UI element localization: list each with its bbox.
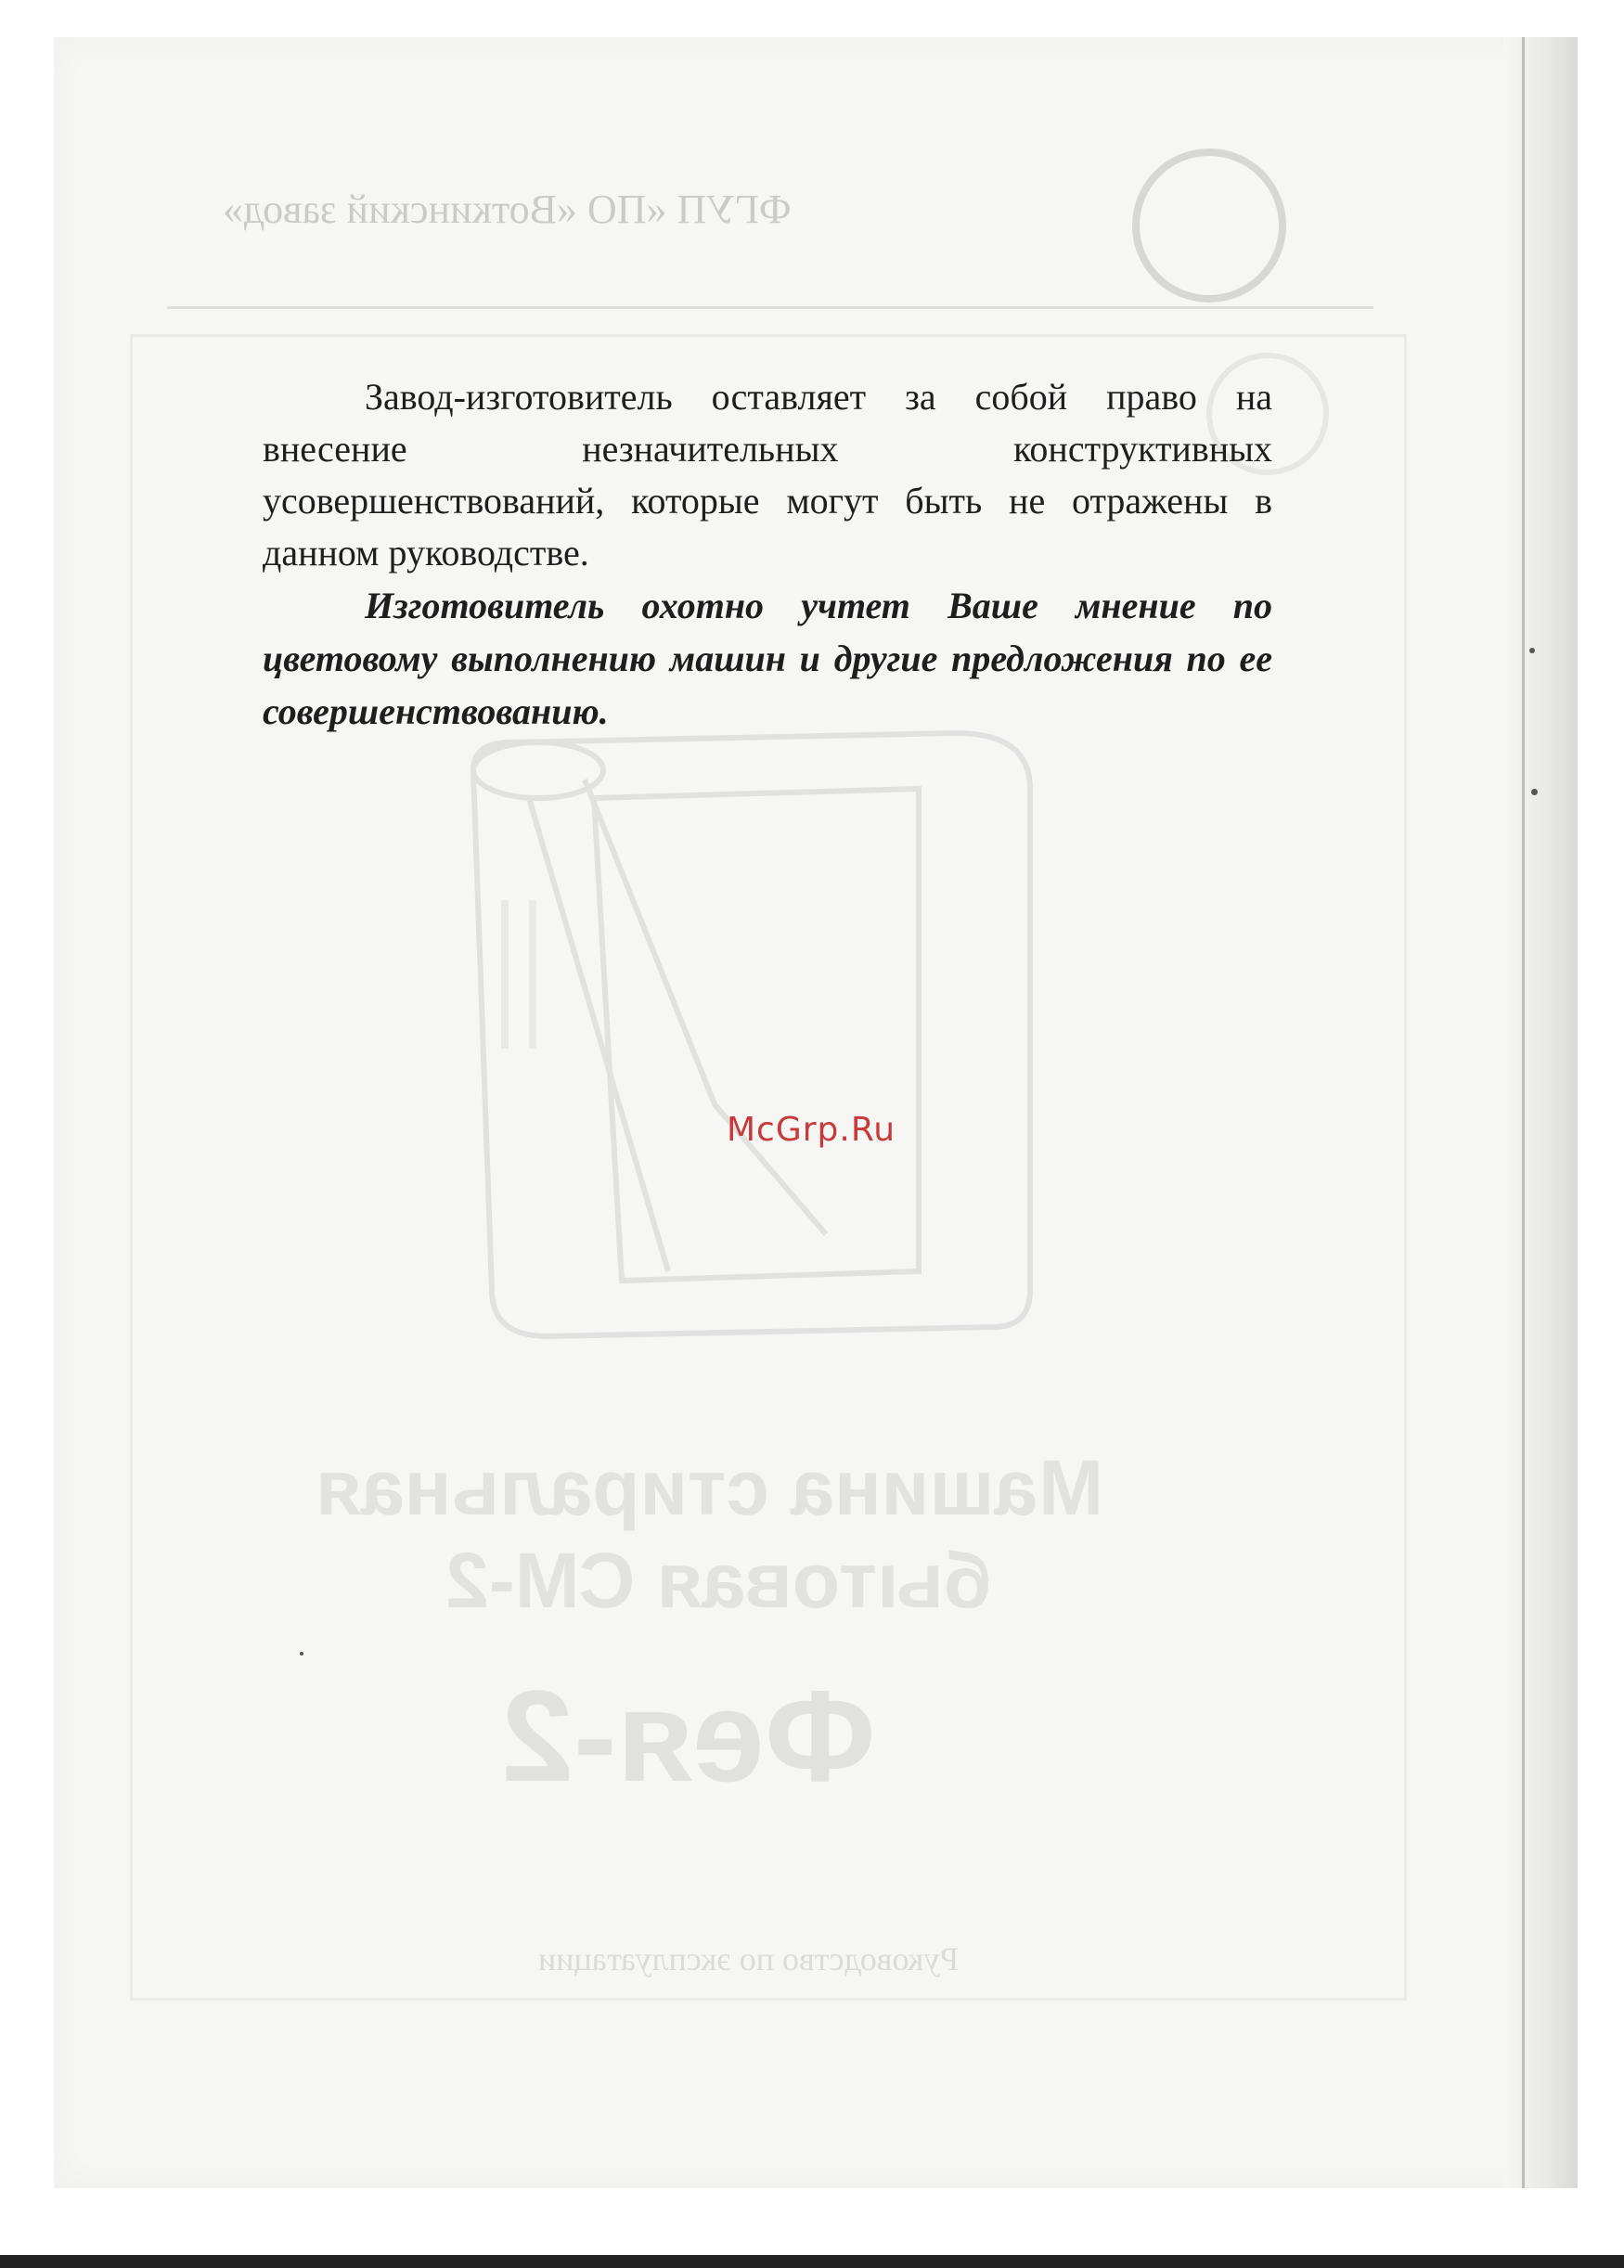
watermark-label: McGrp.Ru [727,1111,896,1149]
bleed-through-emblem-icon [1132,148,1286,303]
scan-speck [1531,789,1538,795]
page-body [263,371,1272,738]
scan-speck [300,1652,303,1656]
feedback-invitation-paragraph: Изготовитель охотно учтет Ваше мнение по цветовому выполнению машин и другие предложения по ее совершенствованию. [263,585,1272,732]
bleed-through-rule [167,306,1373,309]
scan-speck [1529,648,1535,653]
scan-bottom-strip [0,2255,1624,2268]
bleed-through-header: ФГУП «ПО «Воткинский завод» [223,187,792,232]
page-edge-shadow [1503,37,1578,2188]
manufacturer-notice-paragraph: Завод-изготовитель оставляет за собой право на внесение незначительных конструктивных усовершенствований, которые могут быть не отражены в данном руководстве. [263,376,1272,573]
bleed-through-title-line-2: бытовая СМ-2 [445,1537,992,1624]
bleed-through-title-line-1: Машина стиральная [316,1444,1104,1531]
bleed-through-footer: Руководство по эксплуатации [538,1940,960,1978]
bleed-through-brand: Фея-2 [501,1663,876,1809]
bleed-through-machine-illustration [436,715,1104,1383]
page-edge-line [1522,37,1525,2188]
